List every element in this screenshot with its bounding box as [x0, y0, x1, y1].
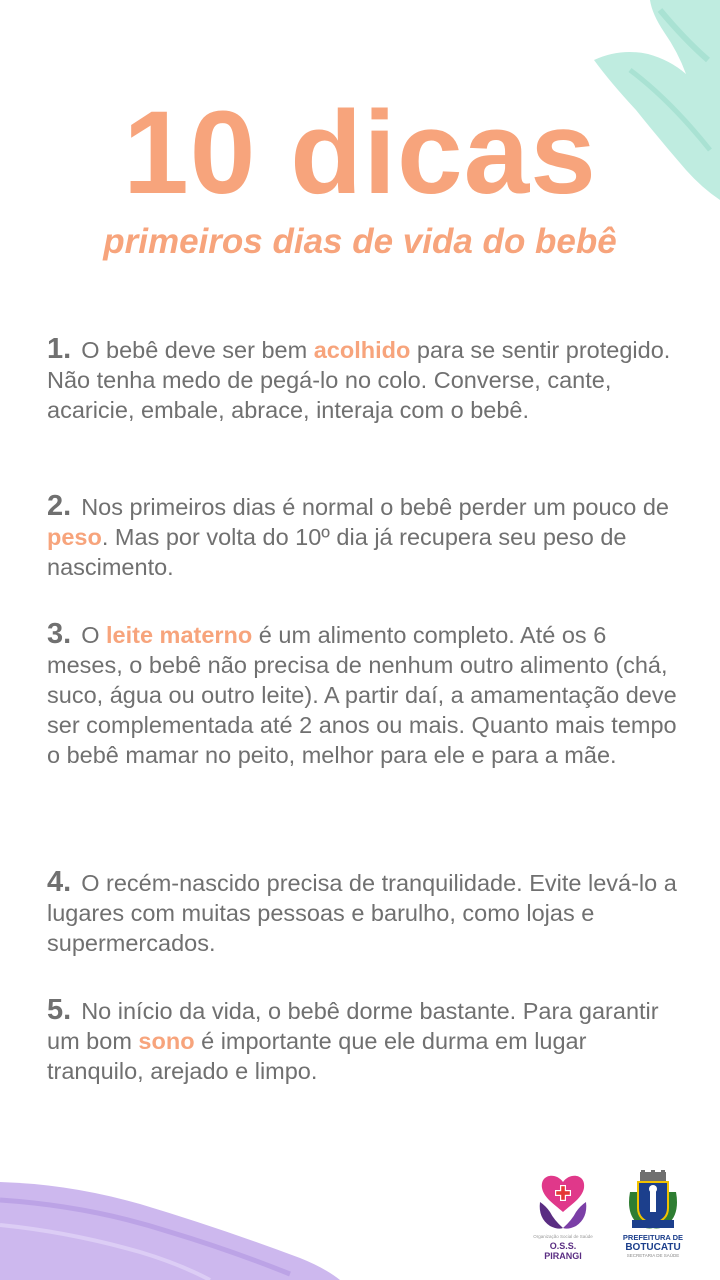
tip-number: 4.	[47, 866, 72, 898]
tip-number: 5.	[47, 994, 72, 1026]
heart-hands-icon	[536, 1172, 590, 1234]
tip-text: é um alimento completo. Até os 6 meses, o bebê não precisa de nenhum outro alimento (chá, suco, água ou outro leite). A partir daí, a amamentação deve ser complementada até 2 anos ou mais. Quanto mais tempo o bebê mamar no peito, melhor para ele e para a mãe.	[47, 622, 677, 768]
city-logo-line3: SECRETARIA DE SAÚDE	[626, 1253, 680, 1258]
tip-number: 1.	[47, 333, 72, 365]
city-logo-line1: PREFEITURA DE	[622, 1233, 684, 1242]
oss-logo-small-text: Organização Social de Saúde	[533, 1234, 593, 1239]
tip-number: 3.	[47, 618, 72, 650]
tip-text: No início da vida, o bebê dorme bastante. Para garantir um bom	[47, 998, 659, 1054]
page-title: 10 dicas	[123, 87, 597, 219]
oss-logo-text: O.S.S. PIRANGI	[544, 1241, 582, 1261]
tip-number: 2.	[47, 490, 72, 522]
botucatu-logo	[618, 1170, 688, 1259]
tip-highlight: acolhido	[313, 337, 411, 363]
city-logo-line2: BOTUCATU	[625, 1242, 681, 1253]
tip-2	[47, 491, 687, 582]
tip-3	[47, 619, 687, 770]
tip-text: é importante que ele durma em lugar tranquilo, arejado e limpo.	[47, 1028, 587, 1084]
tip-text: para se sentir protegido. Não tenha medo de pegá-lo no colo. Converse, cante, acaricie, embale, abrace, interaja com o bebê.	[47, 337, 671, 423]
oss-pirangi-logo	[530, 1172, 596, 1261]
tip-1	[47, 334, 687, 425]
tip-text: O	[81, 622, 106, 648]
tip-text: . Mas por volta do 10º dia já recupera seu peso de nascimento.	[47, 524, 627, 580]
tip-highlight: peso	[47, 524, 102, 550]
city-crest-icon	[624, 1170, 682, 1232]
tip-text: Nos primeiros dias é normal o bebê perder um pouco de	[81, 494, 669, 520]
tip-text: O bebê deve ser bem	[81, 337, 314, 363]
lilac-brush-decoration	[0, 1170, 340, 1280]
tip-highlight: sono	[138, 1028, 195, 1054]
page-subtitle: primeiros dias de vida do bebê	[103, 222, 617, 261]
tip-text: O recém-nascido precisa de tranquilidade. Evite levá-lo a lugares com muitas pessoas e barulho, como lojas e supermercados.	[47, 870, 677, 956]
tip-5	[47, 995, 687, 1086]
tip-highlight: leite materno	[106, 622, 253, 648]
tip-4	[47, 867, 687, 958]
